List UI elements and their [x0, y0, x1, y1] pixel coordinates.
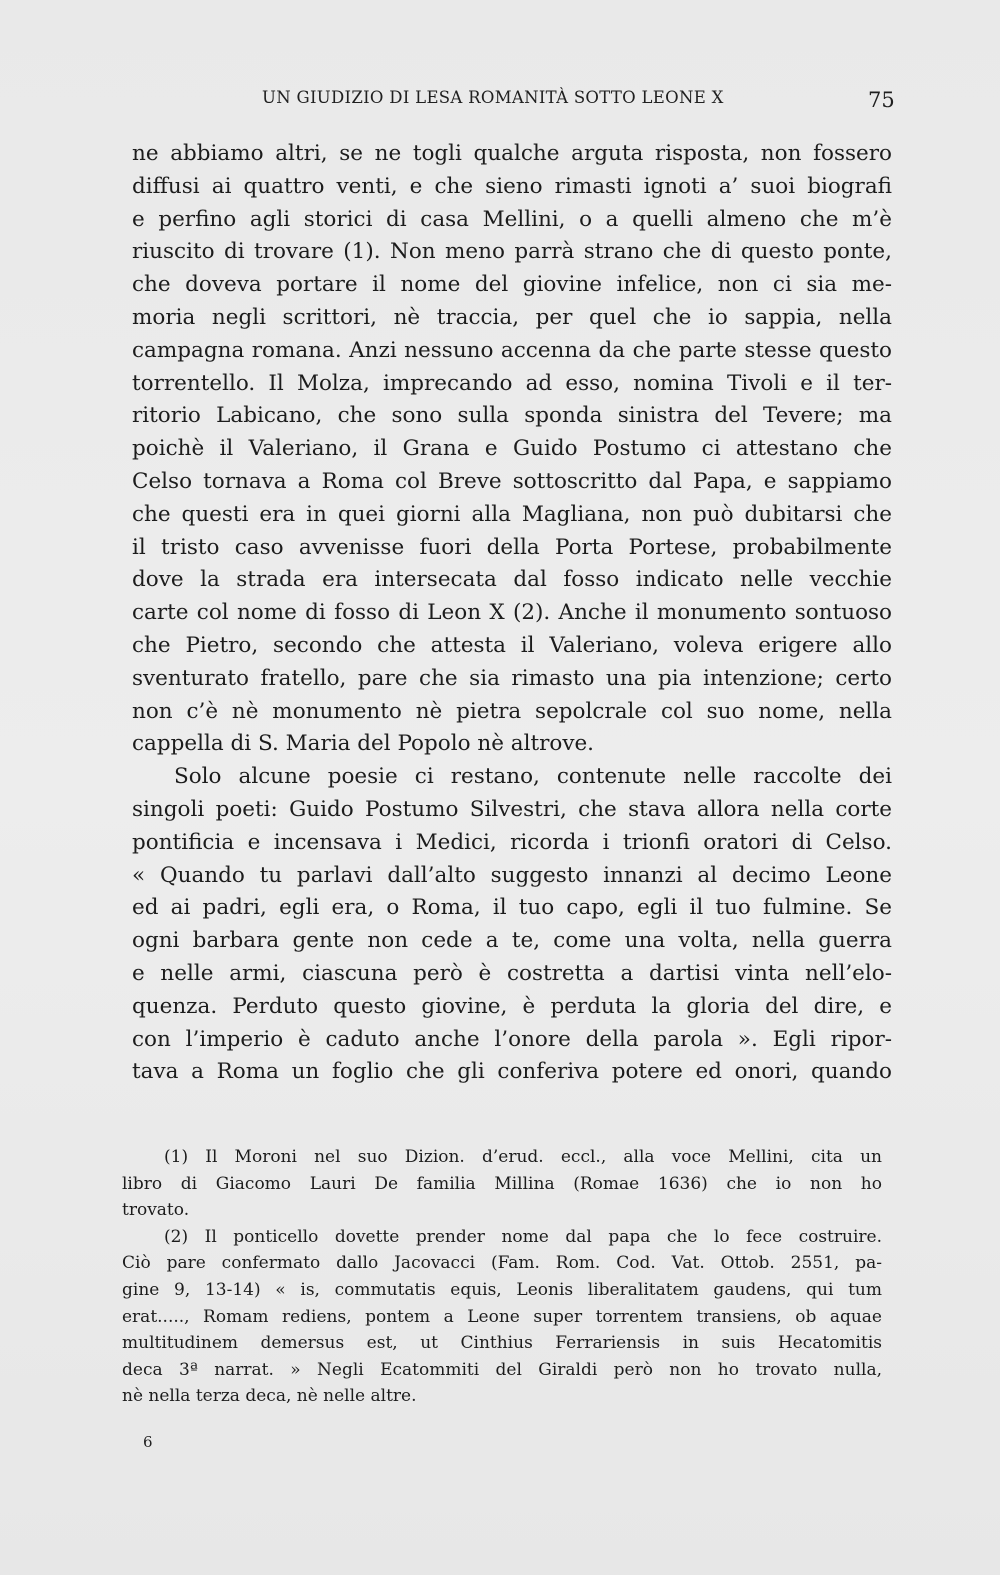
text-line: e nelle armi, ciascuna però è costretta a dartisi vinta nell’elo- [132, 960, 892, 986]
text-line: con l’imperio è caduto anche l’onore della parola ». Egli ripor- [132, 1026, 892, 1052]
text-line: sventurato fratello, pare che sia rimasto una pia intenzione; certo [132, 665, 892, 691]
text-line: Solo alcune poesie ci restano, contenute nelle raccolte dei [174, 764, 892, 790]
text-line: ne abbiamo altri, se ne togli qualche arguta risposta, non fossero [132, 141, 892, 166]
page-number: 75 [868, 88, 895, 112]
footnote-line: trovato. [122, 1200, 190, 1221]
footnote-line: gine 9, 13-14) « is, commutatis equis, Leonis liberalitatem gaudens, qui tum [122, 1279, 882, 1300]
text-line: dove la strada era intersecata dal fosso indicato nelle vecchie [132, 567, 892, 593]
text-line: poichè il Valeriano, il Grana e Guido Postumo ci attestano che [132, 436, 892, 462]
text-line: « Quando tu parlavi dall’alto suggesto innanzi al decimo Leone [132, 862, 892, 888]
footnote-line: nè nella terza deca, nè nelle altre. [122, 1386, 417, 1407]
footnote-line: Ciò pare confermato dallo Jacovacci (Fam. Rom. Cod. Vat. Ottob. 2551, pa- [122, 1253, 882, 1274]
signature-mark: 6 [143, 1433, 153, 1451]
text-line: torrentello. Il Molza, imprecando ad esso, nomina Tivoli e il ter- [132, 370, 892, 396]
text-line: moria negli scrittori, nè traccia, per quel che io sappia, nella [132, 304, 892, 330]
text-line: che Pietro, secondo che attesta il Valeriano, voleva erigere allo [132, 632, 892, 658]
text-line: non c’è nè monumento nè pietra sepolcrale col suo nome, nella [132, 698, 892, 724]
footnote-line: (2) Il ponticello dovette prender nome dal papa che lo fece costruire. [164, 1226, 882, 1247]
text-line: Celso tornava a Roma col Breve sottoscritto dal Papa, e sappiamo [132, 468, 892, 494]
running-title: UN GIUDIZIO DI LESA ROMANITÀ SOTTO LEONE X [262, 88, 724, 107]
text-line: riuscito di trovare (1). Non meno parrà strano che di questo ponte, [132, 239, 892, 265]
main-text [132, 138, 892, 1089]
text-line: il tristo caso avvenisse fuori della Porta Portese, probabilmente [132, 534, 892, 560]
footnote-line: deca 3ª narrat. » Negli Ecatommiti del Giraldi però non ho trovato nulla, [122, 1359, 882, 1380]
text-line: pontificia e incensava i Medici, ricorda i trionfi oratori di Celso. [132, 829, 892, 855]
footnotes [122, 1144, 882, 1410]
text-line: quenza. Perduto questo giovine, è perduta la gloria del dire, e [132, 993, 892, 1019]
text-line: ritorio Labicano, che sono sulla sponda sinistra del Tevere; ma [132, 403, 892, 429]
text-line: che doveva portare il nome del giovine infelice, non ci sia me- [132, 272, 892, 298]
text-line: cappella di S. Maria del Popolo nè altrove. [132, 731, 595, 757]
text-line: carte col nome di fosso di Leon X (2). Anche il monumento sontuoso [132, 600, 892, 626]
text-line: campagna romana. Anzi nessuno accenna da che parte stesse questo [132, 337, 892, 363]
text-line: che questi era in quei giorni alla Magliana, non può dubitarsi che [132, 501, 892, 527]
footnote-line: libro di Giacomo Lauri De familia Millina (Romae 1636) che io non ho [122, 1173, 882, 1194]
text-line: e perfino agli storici di casa Mellini, o a quelli almeno che m’è [132, 206, 892, 232]
footnote-line: multitudinem demersus est, ut Cinthius Ferrariensis in suis Hecatomitis [122, 1333, 882, 1354]
text-line: ed ai padri, egli era, o Roma, il tuo capo, egli il tuo fulmine. Se [132, 895, 892, 921]
footnote-line: erat....., Romam rediens, pontem a Leone super torrentem transiens, ob aquae [122, 1306, 882, 1327]
text-line: ogni barbara gente non cede a te, come una volta, nella guerra [132, 928, 892, 954]
text-line: singoli poeti: Guido Postumo Silvestri, che stava allora nella corte [132, 796, 892, 822]
text-line: tava a Roma un foglio che gli conferiva potere ed onori, quando [132, 1059, 892, 1085]
text-line: diffusi ai quattro venti, e che sieno rimasti ignoti a’ suoi biografi [132, 173, 892, 199]
footnote-line: (1) Il Moroni nel suo Dizion. d’erud. eccl., alla voce Mellini, cita un [164, 1147, 882, 1167]
